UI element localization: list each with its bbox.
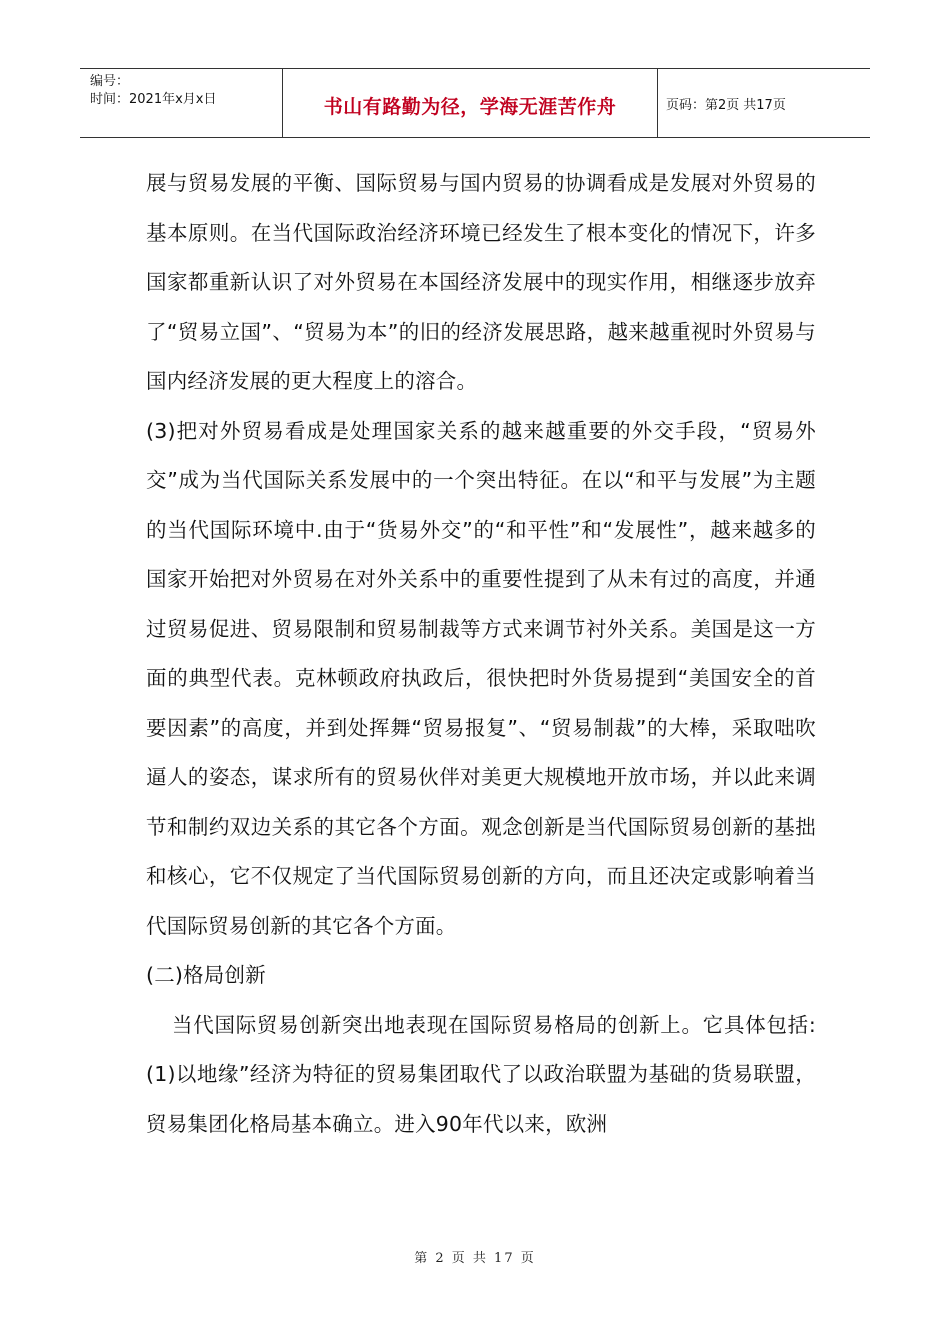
header-total-label: 共17页: [743, 97, 786, 113]
document-body: [146, 159, 816, 1149]
header-page-label: 页码：第2页: [666, 97, 740, 113]
header-page-cell: [658, 69, 870, 137]
header-motto: 书山有路勤为径，学海无涯苦作舟: [323, 95, 617, 118]
header-number-label: 编号：: [90, 74, 130, 89]
body-paragraph-2: (3)把对外贸易看成是处理国家关系的越来越重要的外交手段，“贸易外交”成为当代国际关系发展中的一个突出特征。在以“和平与发展”为主题的当代国际环境中.由于“货易外交”的“和平性”和“发展性”，越来越多的国家开始把对外贸易在对外关系中的重要性提到了从未有过的高度，并通过贸易促进、贸易限制和贸易制裁等方式来调节衬外关系。美国是这一方面的典型代表。克林顿政府执政后，很快把时外货易提到“美国安全的首要因素”的高度，并到处挥舞“贸易报复”、“贸易制裁”的大棒，采取咄吹逼人的姿态，谋求所有的贸易伙伴对美更大规模地开放市场，并以此来调节和制约双边关系的其它各个方面。观念创新是当代国际贸易创新的基拙和核心，它不仅规定了当代国际贸易创新的方向，而且还决定或影响着当代国际贸易创新的其它各个方面。: [146, 418, 816, 938]
body-paragraph-1: 展与贸易发展的平衡、国际贸易与国内贸易的协调看成是发展对外贸易的基本原则。在当代国际政治经济环境已经发生了根本变化的情况下，许多国家都重新认识了对外贸易在本国经济发展中的现实作用，相继逐步放弃了“贸易立国”、“贸易为本”的旧的经济发展思路，越来越重视时外贸易与国内经济发展的更大程度上的溶合。: [146, 171, 816, 393]
body-paragraph-3: 当代国际贸易创新突出地表现在国际贸易格局的创新上。它具体包括:(1)以地缘”经济为特征的贸易集团取代了以政治联盟为基础的货易联盟，贸易集团化格局基本确立。进入90年代以来，欧洲: [146, 1012, 816, 1136]
document-header: [80, 68, 870, 138]
header-motto-cell: [283, 69, 658, 137]
section-heading: (二)格局创新: [146, 963, 266, 987]
page-footer: 第 2 页 共 17 页: [414, 1251, 536, 1266]
header-meta-cell: [80, 69, 283, 137]
header-time-label: 时间：2021年x月x日: [90, 92, 217, 107]
